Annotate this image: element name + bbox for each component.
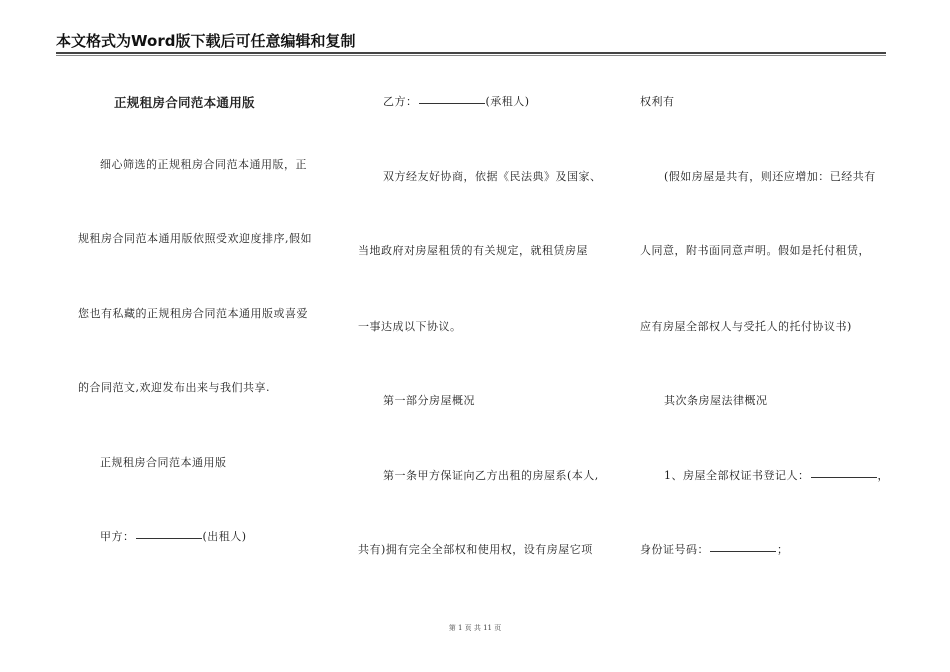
id-number-line xyxy=(640,541,789,557)
party-b-blank xyxy=(419,102,485,104)
owner-registrant-blank xyxy=(811,476,877,478)
intro-line-3: 您也有私藏的正规租房合同范本通用版或喜爱 xyxy=(78,307,308,320)
intro-line-4: 的合同范文,欢迎发布出来与我们共享. xyxy=(78,381,270,394)
id-number-punct: ； xyxy=(777,543,789,556)
contract-subtitle: 正规租房合同范本通用版 xyxy=(100,456,227,469)
party-b-label: 乙方： xyxy=(383,95,418,108)
party-a-label: 甲方： xyxy=(100,530,135,543)
intro-line-1: 细心筛选的正规租房合同范本通用版，正 xyxy=(100,158,307,171)
rights-line: 权利有 xyxy=(640,95,675,108)
party-a-line xyxy=(100,528,247,544)
owner-registrant-label: 1、房屋全部权证书登记人： xyxy=(664,469,810,482)
agreement-line-1: 双方经友好协商，依据《民法典》及国家、 xyxy=(383,170,602,183)
owner-registrant-punct: ， xyxy=(877,469,889,482)
clause-1-line-1: 第一条甲方保证向乙方出租的房屋系(本人, xyxy=(383,469,599,482)
coowner-line-1: (假如房屋是共有，则还应增加：已经共有 xyxy=(664,170,876,183)
agreement-line-2: 当地政府对房屋租赁的有关规定，就租赁房屋 xyxy=(358,244,588,257)
owner-registrant-line xyxy=(664,467,889,483)
party-b-line xyxy=(383,93,530,109)
agreement-line-3: 一事达成以下协议。 xyxy=(358,320,462,333)
coowner-line-2: 人同意，附书面同意声明。假如是托付租赁， xyxy=(640,244,870,257)
intro-line-2: 规租房合同范本通用版依照受欢迎度排序,假如 xyxy=(78,232,312,245)
document-title: 正规租房合同范本通用版 xyxy=(114,95,255,110)
section-heading-2: 其次条房屋法律概况 xyxy=(664,394,768,407)
clause-1-line-2: 共有)拥有完全全部权和使用权，设有房屋它项 xyxy=(358,543,593,556)
header-rule-thin xyxy=(56,55,886,56)
party-a-blank xyxy=(136,537,202,539)
party-a-role: (出租人) xyxy=(202,530,247,543)
section-heading-1: 第一部分房屋概况 xyxy=(383,394,475,407)
id-number-blank xyxy=(710,550,776,552)
coowner-line-3: 应有房屋全部权人与受托人的托付协议书) xyxy=(640,320,852,333)
id-number-label: 身份证号码： xyxy=(640,543,709,556)
page-number: 第 1 页 共 11 页 xyxy=(448,624,502,632)
header-title: 本文格式为Word版下载后可任意编辑和复制 xyxy=(56,32,356,50)
party-b-role: (承租人) xyxy=(485,95,530,108)
header-rule xyxy=(56,52,886,54)
